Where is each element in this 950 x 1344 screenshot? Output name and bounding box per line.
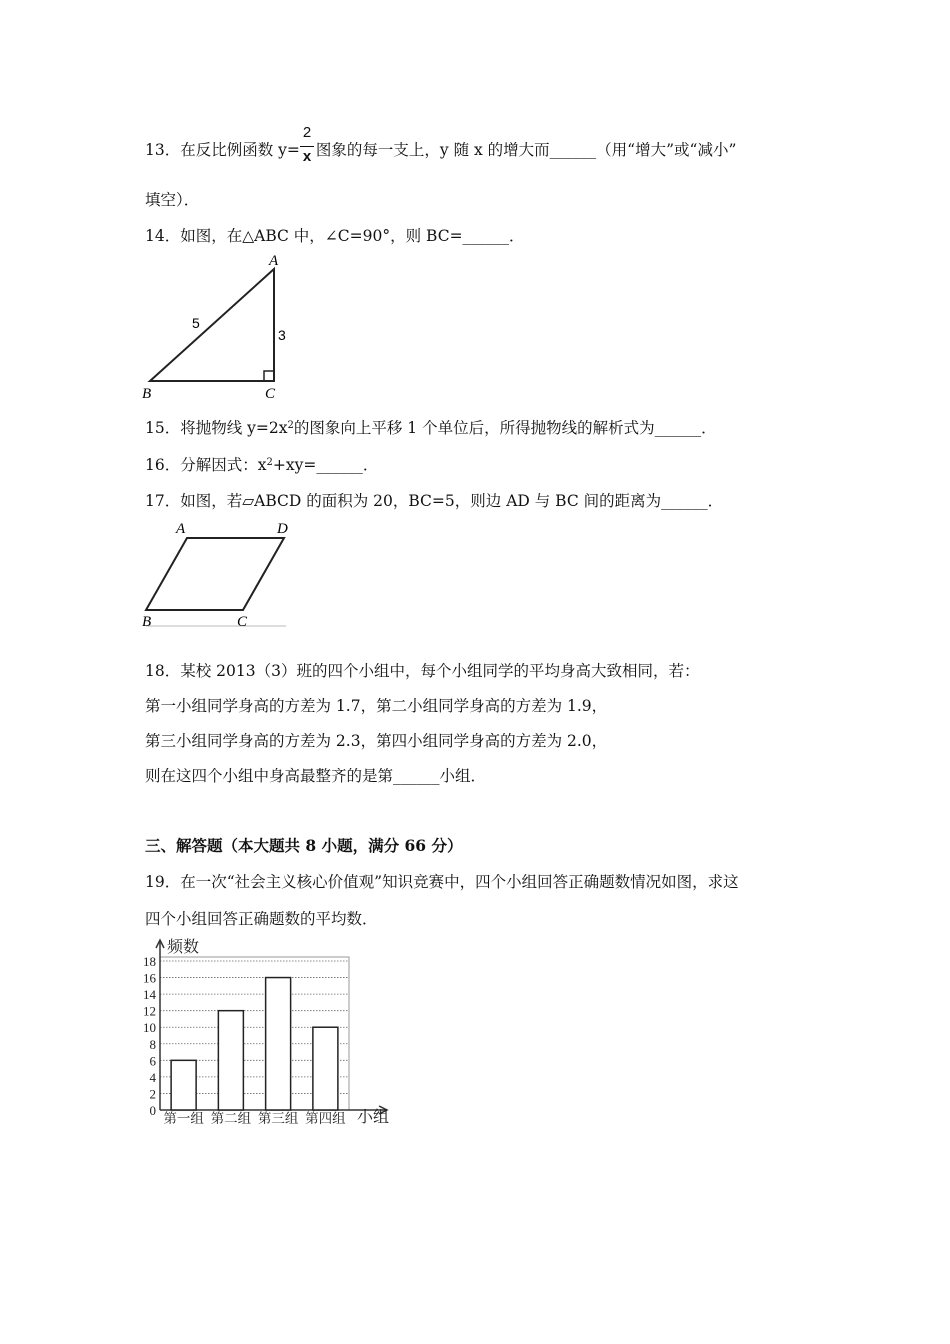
q13-fraction-numerator: 2 [302,124,312,141]
q13-fraction-bar [300,146,314,147]
q18-line3: 第三小组同学身高的方差为 2.3，第四小组同学身高的方差为 2.0， [145,732,608,750]
chart-x-tick-label: 第四组 [305,1111,346,1126]
chart-x-tick-label: 第一组 [163,1111,204,1126]
q13-line2: 填空）． [145,191,200,209]
vertex-b-label: B [142,386,152,402]
q15-prefix: 15．将抛物线 y=2x [145,419,288,437]
q15-suffix: 的图象向上平移 1 个单位后，所得抛物线的解析式为______． [293,419,717,437]
vertex-b-label: B [142,614,152,630]
q16-prefix: 16．分解因式：x [145,456,267,474]
side-ac-label: 3 [278,327,286,343]
chart-y-tick-label: 6 [149,1053,156,1069]
chart-y-tick-label: 0 [149,1103,156,1118]
q19-line2: 四个小组回答正确题数的平均数． [145,910,378,928]
q13-line1 [145,140,736,160]
chart-y-tick-label: 8 [149,1036,156,1052]
chart-y-tick-label: 14 [143,987,156,1003]
chart-y-tick-label: 16 [143,970,156,986]
chart-bar [313,1027,338,1110]
vertex-a-label: A [269,253,279,269]
chart-x-tick-label: 第二组 [210,1111,252,1126]
q13-prefix: 13．在反比例函数 y= [145,141,300,159]
chart-y-tick-label: 18 [143,954,156,969]
q13-fraction-denominator: x [302,148,312,165]
chart-y-tick-label: 10 [143,1020,156,1036]
q15-text [145,418,717,438]
vertex-a-label: A [176,521,186,537]
vertex-c-label: C [237,614,248,630]
chart-bar [171,1060,196,1110]
chart-x-axis-label: 小组 [357,1109,390,1126]
triangle-abc [150,269,274,381]
chart-bar [218,1011,243,1110]
q15-superscript: 2 [287,420,294,431]
q18-line4: 则在这四个小组中身高最整齐的是第______小组． [145,767,487,785]
q14-text: 14．如图，在△ABC 中，∠C=90°，则 BC=______． [145,227,525,245]
q19-bar-chart [135,935,400,1130]
q14-triangle-figure [140,252,300,402]
section-3-title: 三、解答题（本大题共 8 小题，满分 66 分） [145,836,463,855]
q17-text: 17．如图，若▱ABCD 的面积为 20，BC=5，则边 AD 与 BC 间的距离为______． [145,492,724,510]
q18-line1: 18．某校 2013（3）班的四个小组中，每个小组同学的平均身高大致相同，若： [145,662,700,680]
hypotenuse-label: 5 [192,315,200,331]
chart-y-tick-label: 2 [149,1086,156,1102]
chart-x-tick-label: 第三组 [257,1111,299,1126]
q13-suffix: 图象的每一支上，y 随 x 的增大而______（用“增大”或“减小” [315,141,737,159]
q18-line2: 第一小组同学身高的方差为 1.7，第二小组同学身高的方差为 1.9， [145,697,608,715]
q16-text [145,455,378,475]
q16-superscript: 2 [266,457,273,468]
chart-y-tick-label: 12 [143,1003,156,1019]
q19-line1: 19．在一次“社会主义核心价值观”知识竞赛中，四个小组回答正确题数情况如图，求这 [145,873,739,891]
q17-parallelogram-figure [140,517,300,632]
chart-y-axis-label: 频数 [167,939,200,956]
parallelogram-abcd [146,538,284,610]
vertex-c-label: C [265,386,276,402]
chart-y-tick-label: 4 [149,1069,156,1085]
right-angle-mark [264,371,274,381]
q16-suffix: +xy=______． [272,456,379,474]
chart-bar [266,978,291,1110]
vertex-d-label: D [277,521,288,537]
